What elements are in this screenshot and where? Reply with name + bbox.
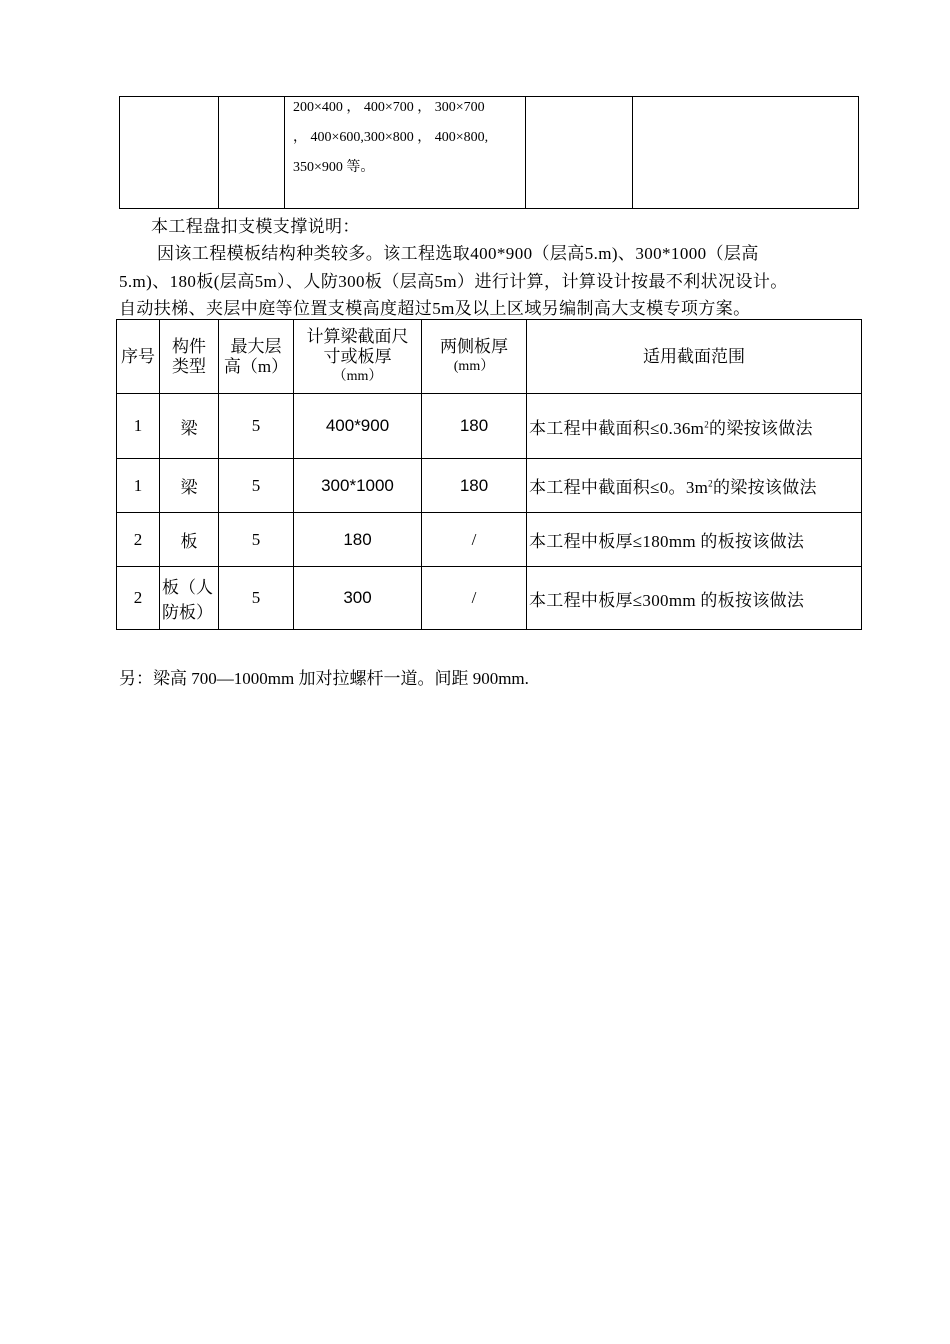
cell-range: 本工程中截面积≤0。$3m^2$的梁按该做法 bbox=[527, 459, 862, 513]
table-row bbox=[117, 567, 862, 630]
cell-range: 本工程中板厚≤300mm 的板按该做法 bbox=[527, 567, 862, 630]
empty-cell bbox=[120, 97, 219, 209]
empty-cell bbox=[526, 97, 633, 209]
empty-cell bbox=[219, 97, 285, 209]
cell-seq: 2 bbox=[117, 567, 160, 630]
continuation-table bbox=[119, 96, 859, 209]
cell-height: 5 bbox=[219, 513, 294, 567]
sizes-line: ， 400×600,300×800 ， 400×800, bbox=[293, 130, 489, 145]
cell-height: 5 bbox=[219, 394, 294, 459]
cell-height: 5 bbox=[219, 567, 294, 630]
paragraph-line: 5.m)、180板(层高5m）、人防300板（层高5m）进行计算，计算设计按最不利状况设计。 bbox=[119, 272, 788, 291]
paragraph-line: 因该工程模板结构种类较多。该工程选取400*900（层高5.m)、300*1000（层高 bbox=[157, 244, 759, 263]
cell-seq: 2 bbox=[117, 513, 160, 567]
formwork-table bbox=[116, 319, 862, 630]
table-row bbox=[117, 459, 862, 513]
cell-type: 梁 bbox=[160, 394, 219, 459]
cell-calc: 400*900 bbox=[294, 394, 422, 459]
header-range: 适用截面范围 bbox=[527, 320, 862, 394]
cell-side: / bbox=[422, 513, 527, 567]
section-sizes-cell bbox=[285, 97, 526, 209]
header-calc-size: 计算梁截面尺 寸或板厚 （mm） bbox=[294, 320, 422, 394]
header-seq: 序号 bbox=[117, 320, 160, 394]
cell-side: 180 bbox=[422, 394, 527, 459]
table-row bbox=[117, 513, 862, 567]
table-row bbox=[117, 394, 862, 459]
cell-calc: 300*1000 bbox=[294, 459, 422, 513]
cell-range: 本工程中截面积$\le 0.36m^2$的梁按该做法 bbox=[527, 394, 862, 459]
cell-seq: 1 bbox=[117, 394, 160, 459]
header-side-thickness: 两侧板厚 (mm） bbox=[422, 320, 527, 394]
sizes-line: 200×400 ， 400×700 ， 300×700 bbox=[293, 100, 485, 115]
footnote: 另：梁高 700—1000mm 加对拉螺杆一道。间距 900mm. bbox=[119, 669, 529, 688]
header-type: 构件 类型 bbox=[160, 320, 219, 394]
section-heading: 本工程盘扣支模支撑说明： bbox=[151, 217, 360, 236]
cell-seq: 1 bbox=[117, 459, 160, 513]
cell-type: 板（人 防板） bbox=[160, 567, 219, 630]
cell-type: 梁 bbox=[160, 459, 219, 513]
table-header-row bbox=[117, 320, 862, 394]
cell-calc: 300 bbox=[294, 567, 422, 630]
cell-type: 板 bbox=[160, 513, 219, 567]
header-height: 最大层 高（m） bbox=[219, 320, 294, 394]
sizes-line: 350×900 等。 bbox=[293, 160, 375, 175]
empty-cell bbox=[633, 97, 859, 209]
cell-side: / bbox=[422, 567, 527, 630]
cell-calc: 180 bbox=[294, 513, 422, 567]
paragraph-line: 自动扶梯、夹层中庭等位置支模高度超过5m及以上区域另编制高大支模专项方案。 bbox=[119, 299, 751, 318]
cell-side: 180 bbox=[422, 459, 527, 513]
cell-height: 5 bbox=[219, 459, 294, 513]
cell-range: 本工程中板厚≤180mm 的板按该做法 bbox=[527, 513, 862, 567]
